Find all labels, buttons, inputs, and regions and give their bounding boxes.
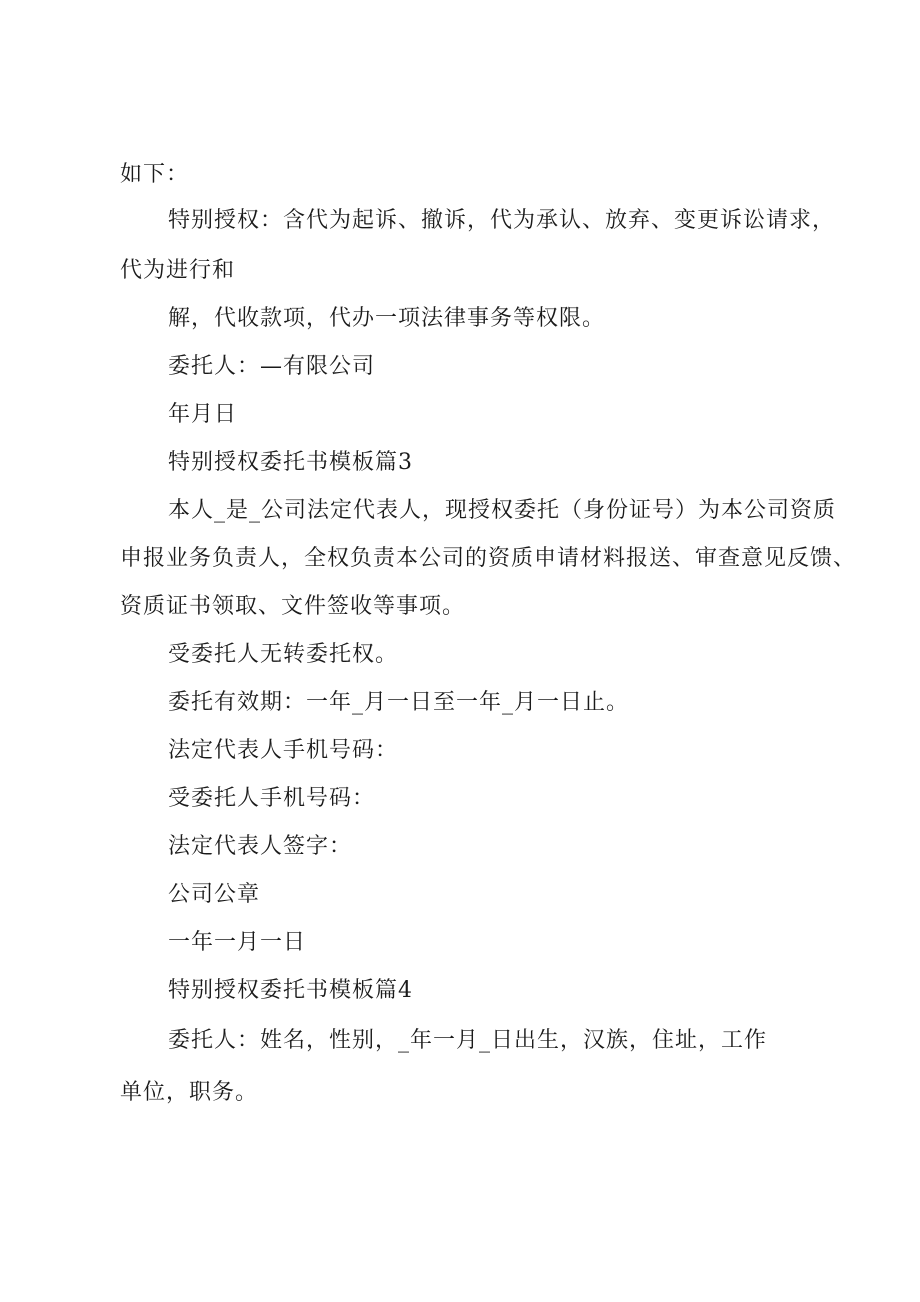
paragraph-line: 单位，职务。 bbox=[120, 1080, 259, 1105]
field-line: 法定代表人手机号码： bbox=[168, 738, 399, 763]
validity-line: 委托有效期：一年_月一日至一年_月一日止。 bbox=[168, 690, 630, 715]
paragraph-line: 资质证书领取、文件签收等事项。 bbox=[120, 594, 466, 619]
paragraph-line: 申报业务负责人，全权负责本公司的资质申请材料报送、审查意见反馈、 bbox=[120, 546, 857, 571]
field-line: 法定代表人签字： bbox=[168, 834, 353, 859]
paragraph-line: 解，代收款项，代办一项法律事务等权限。 bbox=[168, 306, 606, 331]
paragraph-line: 受委托人无转委托权。 bbox=[168, 642, 399, 667]
seal-line: 公司公章 bbox=[168, 882, 261, 907]
section-heading: 特别授权委托书模板篇3 bbox=[168, 450, 413, 475]
paragraph-line: 如下： bbox=[120, 162, 190, 187]
paragraph-line: 本人_是_公司法定代表人，现授权委托（身份证号）为本公司资质 bbox=[168, 498, 837, 523]
field-line: 受委托人手机号码： bbox=[168, 786, 376, 811]
paragraph-line: 委托人：姓名，性别，_年一月_日出生，汉族，住址，工作 bbox=[168, 1028, 768, 1053]
date-line: 一年一月一日 bbox=[168, 930, 307, 955]
date-line: 年月日 bbox=[168, 402, 238, 427]
section-heading: 特别授权委托书模板篇4 bbox=[168, 978, 413, 1003]
signature-line: 委托人：—有限公司 bbox=[168, 354, 376, 379]
paragraph-line: 特别授权：含代为起诉、撤诉，代为承认、放弃、变更诉讼请求， bbox=[168, 208, 836, 233]
paragraph-line: 代为进行和 bbox=[120, 258, 236, 283]
